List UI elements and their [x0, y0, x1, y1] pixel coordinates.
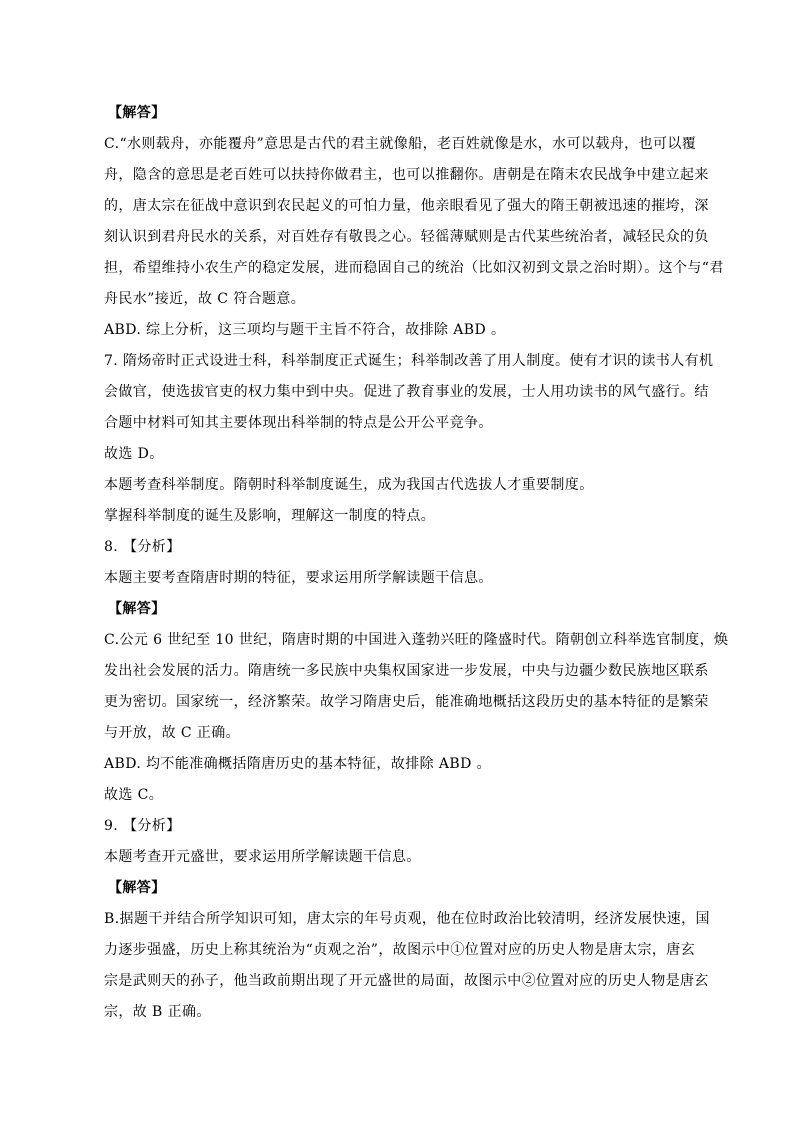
text-line: 舟民水”接近，故 C 符合题意。 [104, 291, 306, 307]
text-line: 掌握科举制度的诞生及影响，理解这一制度的特点。 [104, 508, 436, 524]
text-line: 更为密切。国家统一，经济繁荣。故学习隋唐史后，能准确地概括这段历史的基本特征的是繁荣 [104, 694, 709, 710]
paragraph-mastery [104, 501, 694, 532]
paragraph-choose-c [104, 780, 694, 811]
heading-answer: 【解答】 [108, 105, 166, 121]
text-line: 故选 D。 [104, 446, 164, 462]
text-line: 的，唐太宗在征战中意识到农民起义的可怕力量，他亲眼看见了强大的隋王朝被迅速的摧垮，深 [104, 198, 709, 214]
text-line: 力逐步强盛，历史上称其统治为“贞观之治”，故图示中①位置对应的历史人物是唐太宗，唐玄 [104, 942, 696, 958]
text-line: 舟，隐含的意思是老百姓可以扶持你做君主，也可以推翻你。唐朝是在隋末农民战争中建立起来 [104, 167, 709, 183]
paragraph-abd [104, 315, 694, 346]
text-line: 宗是武则天的孙子，他当政前期出现了开元盛世的局面，故图示中②位置对应的历史人物是唐玄 [104, 973, 709, 989]
text-line: 7. 隋炀帝时正式设进士科，科举制度正式诞生；科举制改善了用人制度。使有才识的读书人有机 [104, 353, 714, 369]
text-line: 本题主要考查隋唐时期的特征，要求运用所学解读题干信息。 [104, 570, 493, 586]
text-line: C.“水则载舟，亦能覆舟”意思是古代的君主就像船，老百姓就像是水，水可以载舟，也可以覆 [104, 136, 697, 152]
paragraph-q9-answer [104, 904, 710, 1028]
heading-question-9-analysis: 9. 【分析】 [104, 818, 181, 834]
text-line: ABD. 综上分析，这三项均与题干主旨不符合，故排除 ABD 。 [104, 322, 506, 338]
paragraph-q9-analysis [104, 842, 694, 873]
text-line: 本题考查开元盛世，要求运用所学解读题干信息。 [104, 849, 421, 865]
text-line: C.公元 6 世纪至 10 世纪，隋唐时期的中国进入蓬勃兴旺的隆盛时代。隋朝创立科举选官制度，焕 [104, 632, 729, 648]
text-line: B.据题干并结合所学知识可知，唐太宗的年号贞观，他在位时政治比较清明，经济发展快速，国 [104, 911, 710, 927]
paragraph-q8-abd [104, 749, 694, 780]
text-line: 刻认识到君舟民水的关系，对百姓存有敬畏之心。轻徭薄赋则是古代某些统治者，减轻民众的负 [104, 229, 709, 245]
paragraph-choose-d [104, 439, 694, 470]
heading-answer: 【解答】 [108, 880, 166, 896]
text-line: 本题考查科举制度。隋朝时科举制度诞生，成为我国古代选拔人才重要制度。 [104, 477, 594, 493]
text-line: ABD. 均不能准确概括隋唐历史的基本特征，故排除 ABD 。 [104, 756, 491, 772]
text-line: 故选 C。 [104, 787, 164, 803]
text-line: 担，希望维持小农生产的稳定发展，进而稳固自己的统治（比如汉初到文景之治时期）。这个与“君 [104, 260, 724, 276]
text-line: 合题中材料可知其主要体现出科举制的特点是公开公平竞争。 [104, 415, 493, 431]
paragraph-question-7 [104, 346, 714, 439]
document-page [104, 98, 729, 1028]
text-line: 会做官，使选拔官吏的权力集中到中央。促进了教育事业的发展，士人用功读书的风气盛行。结 [104, 384, 709, 400]
text-line: 宗，故 B 正确。 [104, 1004, 211, 1020]
text-line: 发出社会发展的活力。隋唐统一多民族中央集权国家进一步发展，中央与边疆少数民族地区联系 [104, 663, 709, 679]
paragraph-q8-answer [104, 625, 729, 749]
heading-answer: 【解答】 [108, 601, 166, 617]
paragraph-answer-c [104, 129, 724, 315]
paragraph-topic [104, 470, 694, 501]
paragraph-q8-analysis [104, 563, 694, 594]
text-line: 与开放，故 C 正确。 [104, 725, 241, 741]
heading-question-8-analysis: 8. 【分析】 [104, 539, 181, 555]
